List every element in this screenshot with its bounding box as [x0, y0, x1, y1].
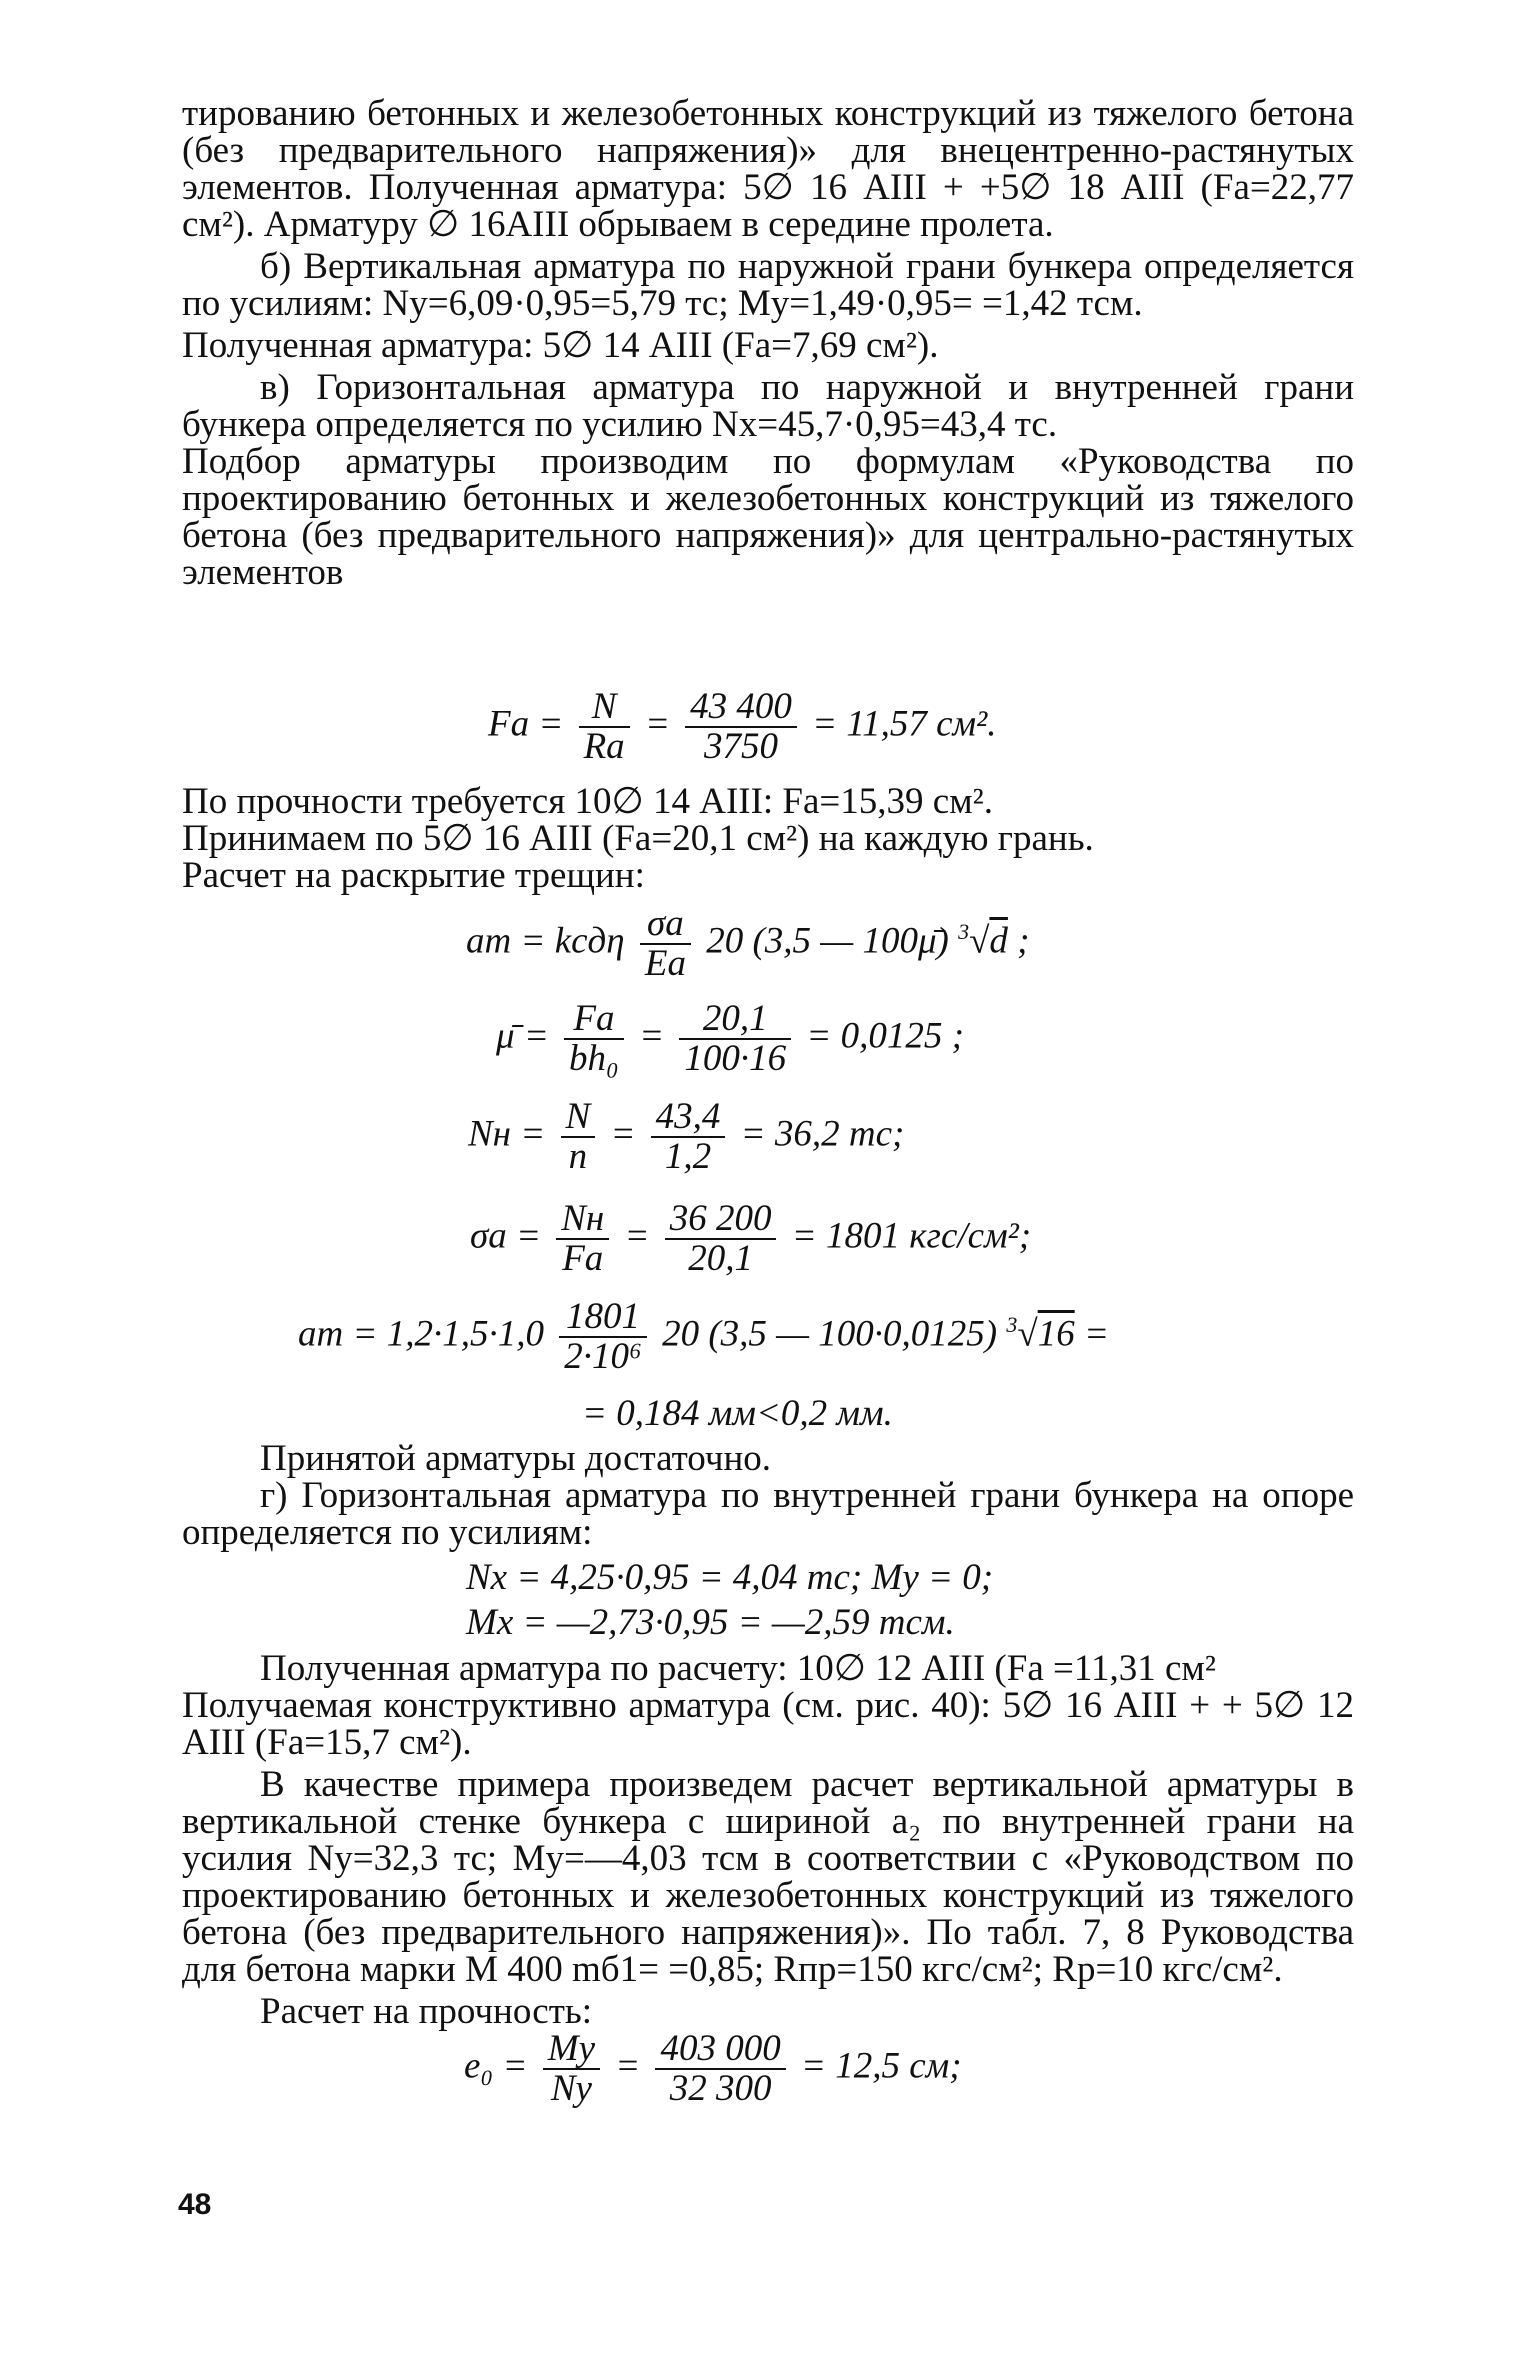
fraction: $\frac{43 400}{3750}$: [685, 688, 797, 766]
fraction: $\frac{Mу}{Nу}$: [543, 2030, 600, 2108]
fraction: $\frac{20,1}{100\cdot 16}$: [679, 1000, 791, 1078]
paragraph-crack-calc: Расчет на раскрытие трещин:: [182, 855, 645, 896]
fraction: $\frac{1801}{\text{2·10⁶}}$: [559, 1298, 647, 1376]
text-block-3: [182, 1440, 1354, 1551]
paragraph-result-b: Полученная арматура: 5∅ 14 АIII (Fа=7,69 см²).: [182, 325, 939, 366]
paragraph-continuation: тированию бетонных и железобетонных конструкций из тяжелого бетона (без предварительного напряжения)» для внецентренно-растянутых элементов. Полученная арматура: 5∅ 16 АIII + +5∅ 18 АIII (Fа=22,77 см²). Арматуру ∅ 16АIII обрываем в середине пролета.: [182, 93, 1354, 245]
paragraph-g: г) Горизонтальная арматура по внутренней грани бункера на опоре определяется по усилиям:: [182, 1475, 1354, 1553]
formula-at: aт = kcдη $\frac{\sigma а}{Eа}$ 20 (3,5 — 100μ̄) $^3$√d ;: [466, 903, 1030, 984]
text-block-4: [182, 1650, 1354, 2030]
fraction: $\frac{Fа}{\text{bh₀}}$: [564, 1000, 624, 1078]
formula-nn: Nн = $\frac{N}{n}$ = $\frac{43,4}{1,2}$ = 36,2 тс;: [468, 1096, 905, 1177]
text-block-1: [182, 95, 1354, 591]
paragraph-strength-calc: Расчет на прочность:: [260, 1991, 593, 2032]
formula-forces-1: Nx = 4,25·0,95 = 4,04 тс; Mу = 0;: [466, 1557, 994, 1598]
paragraph-calc-result: Полученная арматура по расчету: 10∅ 12 АIII (Fа =11,31 см²: [260, 1648, 1216, 1689]
formula-at-numeric: aт = 1,2·1,5·1,0 $\frac{1801}{\text{2·10⁶}}$ 20 (3,5 — 100·0,0125) $^3$√16 =: [298, 1296, 1109, 1377]
page-number: 48: [178, 2188, 212, 2221]
formula-at-result: = 0,184 мм<0,2 мм.: [582, 1393, 893, 1434]
formula-sigma: σа = $\frac{Nн}{Fа}$ = $\frac{36 200}{20,1}$ = 1801 кгс/см²;: [470, 1198, 1032, 1279]
fraction: $\frac{36 200}{20,1}$: [665, 1200, 777, 1278]
paragraph-v: в) Горизонтальная арматура по наружной и внутренней грани бункера определяется по усилию Nx=45,7·0,95=43,4 тс.: [182, 367, 1354, 445]
formula-forces-2: Mx = —2,73·0,95 = —2,59 тсм.: [466, 1602, 955, 1643]
paragraph-accept: Принимаем по 5∅ 16 АIII (Fа=20,1 см²) на каждую грань.: [182, 818, 1094, 859]
text-block-2: [182, 783, 1354, 894]
paragraph-b: б) Вертикальная арматура по наружной грани бункера определяется по усилиям: Nу=6,09·0,95=5,79 тс; Mу=1,49·0,95= =1,42 тсм.: [182, 246, 1354, 324]
paragraph-constructive: Получаемая конструктивно арматура (см. рис. 40): 5∅ 16 АIII + + 5∅ 12 АIII (Fа=15,7 см²).: [182, 1685, 1354, 1763]
fraction: $\frac{N}{Rа}$: [579, 688, 630, 766]
fraction: $\frac{\sigma а}{Eа}$: [640, 905, 691, 983]
paragraph-example: В качестве примера произведем расчет вертикальной арматуры в вертикальной стенке бункера с шириной a₂ по внутренней грани на усилия Nу=32,3 тс; Mу=—4,03 тсм в соответствии с «Руководством по проектированию бетонных и железобетонных конструкций из тяжелого бетона (без предварительного напряжения)». По табл. 7, 8 Руководства для бетона марки М 400 mб1= =0,85; Rпр=150 кгс/см²; Rр=10 кгс/см².: [182, 1764, 1354, 1990]
fraction: $\frac{Nн}{Fа}$: [556, 1200, 609, 1278]
paragraph-sufficient: Принятой арматуры достаточно.: [260, 1438, 771, 1479]
formula-lhs: Fа =: [488, 703, 564, 745]
paragraph-selection: Подбор арматуры производим по формулам «Руководства по проектированию бетонных и железобетонных конструкций из тяжелого бетона (без предварительного напряжения)» для центрально-растянутых элементов: [182, 441, 1354, 593]
fraction: $\frac{403 000}{32 300}$: [655, 2030, 785, 2108]
paragraph-strength: По прочности требуется 10∅ 14 АIII: Fа=15,39 см².: [182, 781, 993, 822]
formula-mu: μ̄ = $\frac{Fа}{\text{bh₀}}$ = $\frac{20,1}{100\cdot 16}$ = 0,0125 ;: [496, 998, 964, 1079]
fraction: $\frac{43,4}{1,2}$: [651, 1098, 726, 1176]
fraction: $\frac{N}{n}$: [561, 1098, 596, 1176]
formula-e0: e₀ = $\frac{Mу}{Nу}$ = $\frac{403 000}{32 300}$ = 12,5 см;: [464, 2028, 962, 2109]
formula-fa: Fа = $\frac{N}{Rа}$ = $\frac{43 400}{3750}$ = 11,57 см².: [488, 686, 997, 767]
